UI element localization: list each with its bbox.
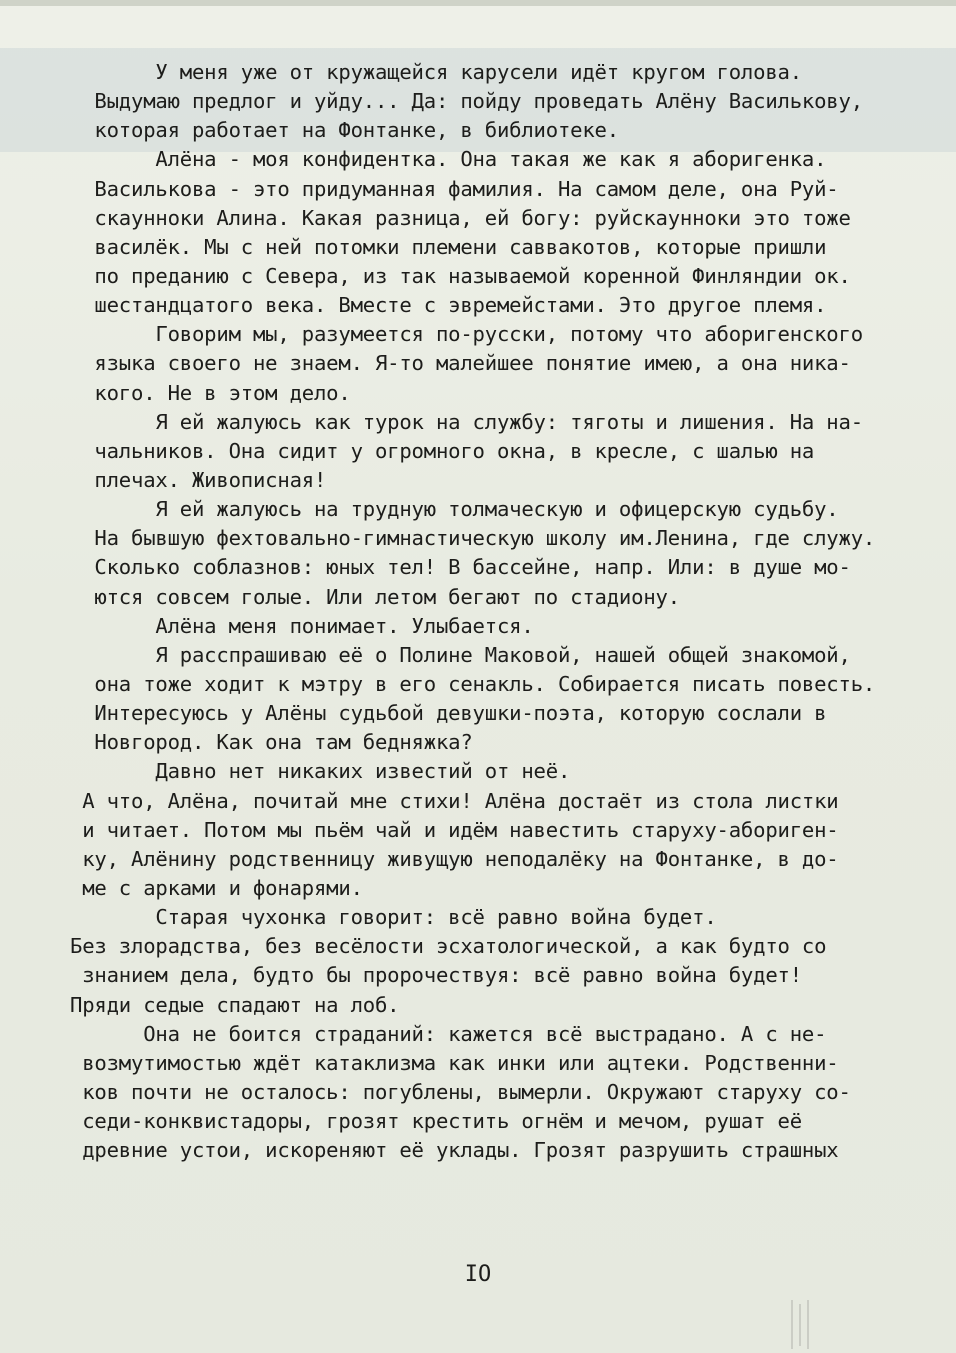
text-line: Алёна меня понимает. Улыбается. — [70, 613, 534, 638]
page-body-text — [70, 58, 900, 1165]
text-line: Я ей жалуюсь на трудную толмаческую и офицерскую судьбу. — [70, 497, 839, 522]
text-line: ку, Алёнину родственницу живущую неподалёку на Фонтанке, в до- — [70, 846, 839, 871]
text-line: Сколько соблазнов: юных тел! В бассейне, напр. Или: в душе мо- — [70, 555, 851, 580]
text-line: знанием дела, будто бы пророчествуя: всё равно война будет! — [70, 963, 802, 988]
text-line: ков почти не осталось: погублены, вымерли. Окружают старуху со- — [70, 1079, 851, 1104]
text-line: по преданию с Севера, из так называемой коренной Финляндии ок. — [70, 263, 851, 288]
text-line: и читает. Потом мы пьём чай и идём навестить старуху-абориген- — [70, 817, 839, 842]
text-line: плечах. Живописная! — [70, 467, 327, 492]
text-line: Пряди седые спадают на лоб. — [70, 992, 400, 1017]
text-line: У меня уже от кружащейся карусели идёт кругом голова. — [70, 60, 802, 84]
text-line: она тоже ходит к мэтру в его сенакль. Собирается писать повесть. — [70, 671, 876, 696]
text-line: Она не боится страданий: кажется всё выстрадано. А с не- — [70, 1021, 827, 1046]
text-line: Василькова - это придуманная фамилия. На самом деле, она Руй- — [70, 176, 839, 201]
text-line: чальников. Она сидит у огромного окна, в кресле, с шалью на — [70, 438, 815, 463]
text-line: шестандцатого века. Вместе с эвремейстами. Это другое племя. — [70, 293, 827, 318]
text-line: Интересуюсь у Алёны судьбой девушки-поэта, которую сослали в — [70, 701, 827, 726]
paper-crease-mark — [786, 1296, 816, 1353]
page-top-edge — [0, 0, 956, 6]
text-line: Выдумаю предлог и уйду... Да: пойду проведать Алёну Василькову, — [70, 89, 863, 114]
text-line: Старая чухонка говорит: всё равно война будет. — [70, 905, 717, 930]
text-line: которая работает на Фонтанке, в библиотеке. — [70, 118, 619, 143]
text-line: скаунноки Алина. Какая разница, ей богу: руйскаунноки это тоже — [70, 205, 851, 230]
text-line: На бывшую фехтовально-гимнастическую школу им.Ленина, где служу. — [70, 526, 876, 551]
text-line: кого. Не в этом дело. — [70, 380, 351, 405]
text-line: василёк. Мы с ней потомки племени саввакотов, которые пришли — [70, 234, 827, 259]
text-line: седи-конквистадоры, грозят крестить огнём и мечом, рушат её — [70, 1109, 802, 1134]
page-number: IO — [464, 1262, 492, 1287]
text-line: А что, Алёна, почитай мне стихи! Алёна достаёт из стола листки — [70, 788, 839, 813]
text-line: языка своего не знаем. Я-то малейшее понятие имею, а она ника- — [70, 351, 851, 376]
text-line: Говорим мы, разумеется по-русски, потому что аборигенского — [70, 322, 863, 347]
text-line: возмутимостью ждёт катаклизма как инки или ацтеки. Родственни- — [70, 1050, 839, 1075]
text-line: Я расспрашиваю её о Полине Маковой, нашей общей знакомой, — [70, 642, 851, 667]
text-line: Алёна - моя конфидентка. Она такая же как я аборигенка. — [70, 147, 827, 172]
text-line: Давно нет никаких известий от неё. — [70, 759, 571, 784]
text-line: Новгород. Как она там бедняжка? — [70, 730, 473, 755]
text-line: ются совсем голые. Или летом бегают по стадиону. — [70, 584, 680, 609]
text-line: Я ей жалуюсь как турок на службу: тяготы и лишения. На на- — [70, 409, 863, 434]
text-line: Без злорадства, без весёлости эсхатологической, а как будто со — [70, 934, 827, 959]
text-line: древние устои, искореняют её уклады. Грозят разрушить страшных — [70, 1138, 839, 1163]
text-line: ме с арками и фонарями. — [70, 875, 363, 900]
